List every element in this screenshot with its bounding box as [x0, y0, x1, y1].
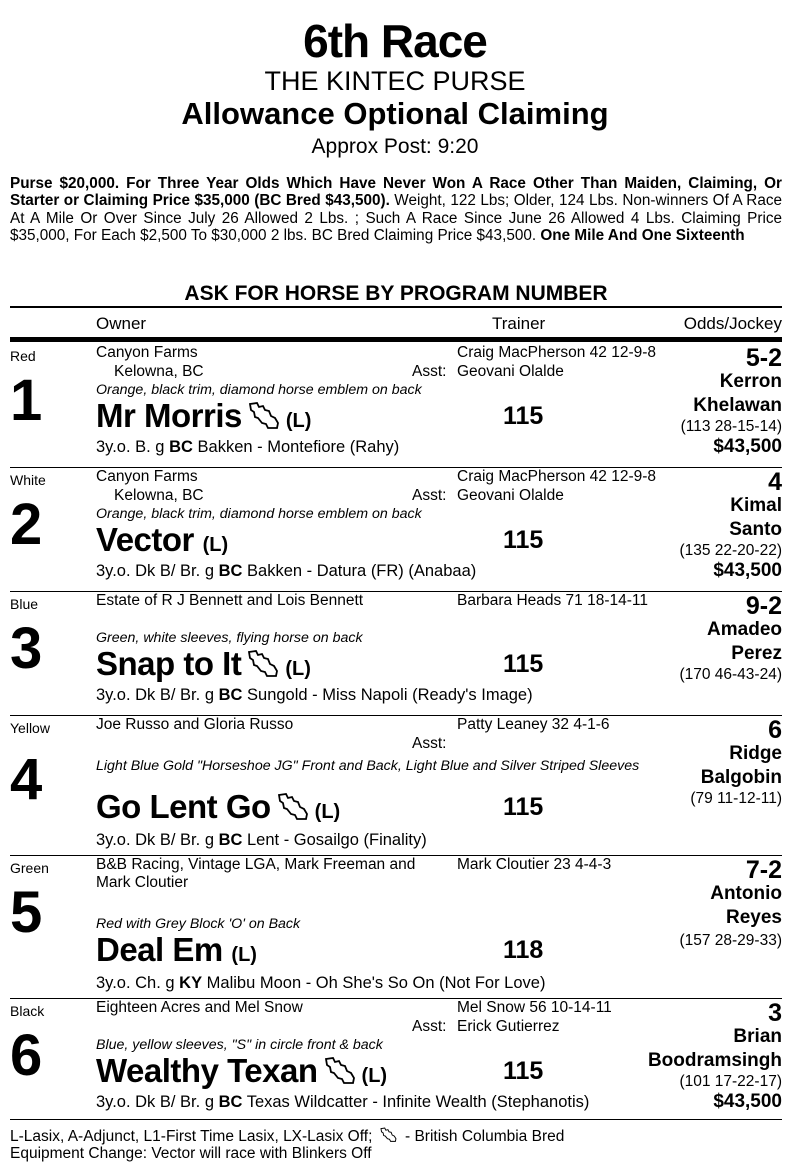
jockey-last-name: Santo: [729, 519, 782, 540]
jockey-last-name: Reyes: [726, 907, 782, 928]
purse-name: THE KINTEC PURSE: [264, 66, 526, 96]
weight: 115: [503, 650, 544, 678]
medication: (L): [285, 410, 312, 432]
silks-description: Light Blue Gold "Horseshoe JG" Front and Back, Light Blue and Silver Striped Sleeves: [96, 758, 640, 774]
bred-state: BC: [218, 1093, 243, 1111]
column-owner: Owner: [96, 314, 147, 333]
jockey-first-name: Antonio: [710, 883, 782, 904]
weight: 115: [503, 1057, 544, 1085]
program-number: 5: [10, 880, 43, 945]
age-sex: 3y.o. B. g: [96, 438, 170, 456]
program-number: 3: [10, 616, 43, 681]
owner-name: Canyon Farms: [96, 344, 198, 361]
assistant-trainer: Erick Gutierrez: [457, 1018, 560, 1035]
saddle-cloth-color: Black: [10, 1003, 45, 1019]
morning-line-odds: 6: [768, 716, 782, 744]
horse-name: Wealthy Texan: [96, 1052, 318, 1089]
jockey-first-name: Kerron: [719, 371, 782, 392]
program-number: 2: [10, 492, 43, 557]
trainer: Mel Snow 56 10-14-11: [457, 999, 612, 1016]
trainer: Craig MacPherson 42 12-9-8: [457, 468, 657, 485]
assistant-trainer: Geovani Olalde: [457, 487, 564, 504]
breeding: [96, 686, 533, 705]
morning-line-odds: 4: [768, 468, 782, 496]
silks-description: Red with Grey Block 'O' on Back: [96, 916, 301, 932]
legend-text: L-Lasix, A-Adjunct, L1-First Time Lasix, LX-Lasix Off;: [10, 1128, 373, 1145]
breeding: [96, 831, 427, 850]
jockey-record: (157 28-29-33): [679, 932, 782, 949]
program-number: 4: [10, 747, 43, 812]
conditions-body: Weight, 122 Lbs; Older, 124 Lbs. Non-winners Of A Race At A Mile Or Over Since July 26 Allowed 2 Lbs. ; Such A Race Since June 26 Allowed 4 Lbs. Claiming Price $35,000, For Each $2,500 To $30,000 2 lbs. BC Bred Claiming Price $43,500.: [10, 192, 782, 245]
horse-name-line: [96, 646, 311, 687]
legend-bc-text: - British Columbia Bred: [400, 1128, 565, 1145]
sire-dam: Lent - Gosailgo (Finality): [242, 831, 427, 849]
jockey-first-name: Ridge: [729, 743, 782, 764]
horse-name-line: [96, 932, 257, 973]
bred-state: BC: [218, 686, 243, 704]
silks-description: Orange, black trim, diamond horse emblem on back: [96, 506, 422, 522]
jockey-last-name: Perez: [731, 643, 782, 664]
entry-row: [10, 999, 782, 1120]
silks-description: Orange, black trim, diamond horse emblem on back: [96, 382, 422, 398]
bc-map-icon: [248, 401, 282, 431]
medication: (L): [361, 1065, 388, 1087]
trainer: Mark Cloutier 23 4-4-3: [457, 856, 612, 873]
claiming-price: $43,500: [713, 560, 782, 581]
sire-dam: Bakken - Datura (FR) (Anabaa): [242, 562, 477, 580]
morning-line-odds: 3: [768, 999, 782, 1027]
horse-name-line: [96, 1053, 387, 1094]
morning-line-odds: 7-2: [745, 856, 782, 884]
jockey-first-name: Amadeo: [707, 619, 782, 640]
jockey-record: (113 28-15-14): [680, 418, 782, 435]
trainer: Craig MacPherson 42 12-9-8: [457, 344, 657, 361]
owner-city: Kelowna, BC: [114, 487, 204, 504]
post-time: Approx Post: 9:20: [311, 135, 479, 158]
bc-map-icon: [379, 1127, 399, 1143]
entry-row: [10, 716, 782, 856]
race-number-title: 6th Race: [303, 15, 487, 67]
bc-map-icon: [277, 792, 311, 822]
assistant-label: Asst:: [412, 363, 447, 380]
age-sex: 3y.o. Dk B/ Br. g: [96, 562, 219, 580]
horse-name: Mr Morris: [96, 397, 242, 434]
equipment-change: Equipment Change: Vector will race with Blinkers Off: [10, 1145, 372, 1162]
owner-name: Estate of R J Bennett and Lois Bennett: [96, 592, 364, 609]
breeding: [96, 1093, 589, 1112]
age-sex: 3y.o. Dk B/ Br. g: [96, 1093, 219, 1111]
sire-dam: Sungold - Miss Napoli (Ready's Image): [242, 686, 533, 704]
saddle-cloth-color: Red: [10, 348, 36, 364]
bc-map-icon: [324, 1056, 358, 1086]
race-distance: One Mile And One Sixteenth: [540, 227, 745, 245]
jockey-last-name: Balgobin: [700, 767, 782, 788]
horse-name: Go Lent Go: [96, 788, 271, 825]
legend-line: [10, 1127, 564, 1145]
program-number: 6: [10, 1023, 43, 1088]
entry-row: [10, 468, 782, 592]
silks-description: Blue, yellow sleeves, "S" in circle front & back: [96, 1037, 383, 1053]
horse-name: Snap to It: [96, 645, 242, 682]
conditions-bold: Purse $20,000. For Three Year Olds Which Have Never Won A Race Other Than Maiden, Claiming, Or Starter or Claiming Price $35,000 (BC Bred $43,500).: [10, 175, 782, 210]
silks-description: Green, white sleeves, flying horse on back: [96, 630, 363, 646]
breeding: [96, 562, 476, 581]
breeding: [96, 438, 399, 457]
column-odds-jockey: Odds/Jockey: [683, 314, 782, 333]
morning-line-odds: 5-2: [745, 344, 782, 372]
assistant-trainer: Geovani Olalde: [457, 363, 564, 380]
saddle-cloth-color: Blue: [10, 596, 39, 612]
jockey-record: (101 17-22-17): [679, 1073, 782, 1090]
assistant-label: Asst:: [412, 735, 447, 752]
program-number: 1: [10, 368, 43, 433]
entry-divider: [10, 1119, 782, 1121]
entry-row: [10, 592, 782, 716]
weight: 115: [503, 526, 544, 554]
owner-name: Joe Russo and Gloria Russo: [96, 716, 294, 733]
assistant-label: Asst:: [412, 487, 447, 504]
horse-name: Deal Em: [96, 931, 223, 968]
age-sex: 3y.o. Dk B/ Br. g: [96, 686, 219, 704]
breeding: [96, 974, 545, 993]
saddle-cloth-color: Yellow: [10, 720, 50, 736]
entry-row: [10, 856, 782, 999]
race-conditions: [10, 175, 782, 245]
weight: 115: [503, 402, 544, 430]
jockey-last-name: Khelawan: [693, 395, 782, 416]
trainer: Barbara Heads 71 18-14-11: [457, 592, 649, 609]
bred-state: BC: [218, 562, 243, 580]
horse-name-line: [96, 398, 311, 439]
saddle-cloth-color: Green: [10, 860, 49, 876]
jockey-record: (170 46-43-24): [679, 666, 782, 683]
race-header: [0, 0, 790, 160]
medication: (L): [314, 801, 341, 823]
weight: 118: [503, 936, 544, 964]
owner-name: B&B Racing, Vintage LGA, Mark Freeman and Mark Cloutier: [96, 856, 416, 891]
sire-dam: Bakken - Montefiore (Rahy): [192, 438, 400, 456]
jockey-first-name: Brian: [733, 1026, 782, 1047]
jockey-record: (135 22-20-22): [679, 542, 782, 559]
horse-name-line: [96, 789, 340, 830]
horse-name-line: [96, 522, 228, 563]
weight: 115: [503, 793, 544, 821]
medication: (L): [285, 658, 311, 680]
horse-name: Vector: [96, 521, 194, 558]
bred-state: BC: [218, 831, 243, 849]
jockey-last-name: Boodramsingh: [647, 1050, 782, 1071]
column-trainer: Trainer: [492, 314, 546, 333]
jockey-first-name: Kimal: [730, 495, 782, 516]
race-type: Allowance Optional Claiming: [181, 96, 609, 131]
bred-state: KY: [179, 974, 203, 992]
bred-state: BC: [169, 438, 193, 456]
morning-line-odds: 9-2: [745, 592, 782, 620]
entry-row: [10, 344, 782, 468]
jockey-record: (79 11-12-11): [690, 790, 782, 807]
ask-banner: ASK FOR HORSE BY PROGRAM NUMBER: [10, 282, 782, 308]
medication: (L): [231, 944, 257, 966]
sire-dam: Texas Wildcatter - Infinite Wealth (Stephanotis): [242, 1093, 590, 1111]
bc-map-icon: [247, 649, 281, 679]
footer-legend: [10, 1127, 564, 1162]
medication: (L): [202, 534, 229, 556]
owner-name: Eighteen Acres and Mel Snow: [96, 999, 303, 1016]
sire-dam: Malibu Moon - Oh She's So On (Not For Love): [202, 974, 546, 992]
age-sex: 3y.o. Dk B/ Br. g: [96, 831, 219, 849]
claiming-price: $43,500: [713, 436, 782, 457]
owner-city: Kelowna, BC: [114, 363, 204, 380]
age-sex: 3y.o. Ch. g: [96, 974, 180, 992]
assistant-label: Asst:: [412, 1018, 447, 1035]
owner-name: Canyon Farms: [96, 468, 198, 485]
claiming-price: $43,500: [713, 1091, 782, 1112]
saddle-cloth-color: White: [10, 472, 46, 488]
trainer: Patty Leaney 32 4-1-6: [457, 716, 610, 733]
header-rule: [10, 337, 782, 342]
